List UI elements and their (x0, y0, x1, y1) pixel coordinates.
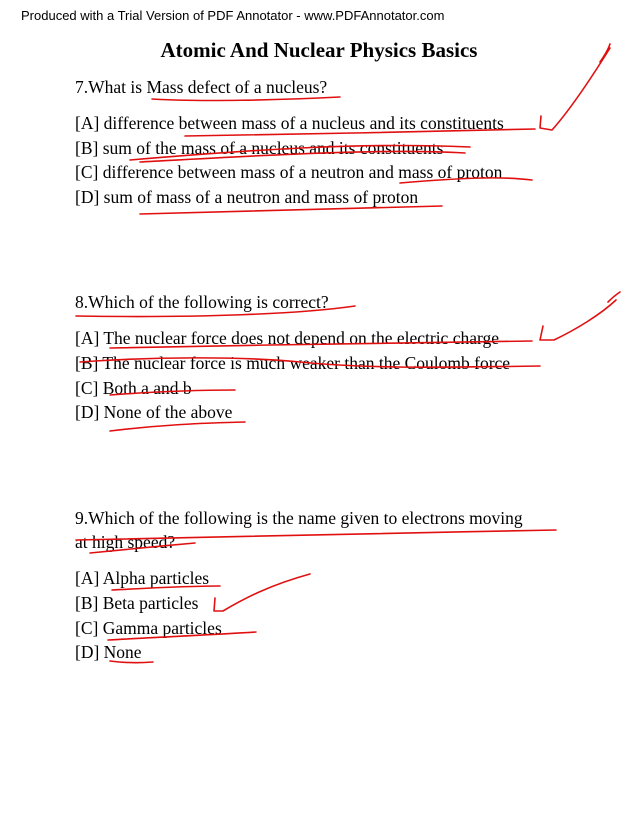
page-title: Atomic And Nuclear Physics Basics (160, 38, 478, 62)
option-8c: [C] Both a and b (75, 378, 192, 398)
option-8d: [D] None of the above (75, 402, 233, 422)
option-8a: [A] The nuclear force does not depend on the electric charge (75, 328, 500, 348)
underline-8d (110, 422, 245, 431)
option-9a: [A] Alpha particles (75, 568, 210, 588)
watermark: Produced with a Trial Version of PDF Annotator - www.PDFAnnotator.com (21, 8, 445, 23)
option-8b: [B] The nuclear force is much weaker than the Coulomb force (75, 353, 511, 373)
tick-mark-9 (214, 574, 310, 611)
option-7b: [B] sum of the mass of a nucleus and its constituents (75, 138, 444, 158)
question-text-7: 7.What is Mass defect of a nucleus? (75, 77, 328, 97)
tick-mark-8 (540, 292, 620, 340)
option-7d: [D] sum of mass of a neutron and mass of proton (75, 187, 419, 207)
question-text-8: 8.Which of the following is correct? (75, 292, 329, 312)
question-text-9-line1: 9.Which of the following is the name given to electrons moving (75, 508, 523, 528)
question-text-9-line2: at high speed? (75, 532, 176, 552)
option-9d: [D] None (75, 642, 142, 662)
option-7c: [C] difference between mass of a neutron and mass of proton (75, 162, 503, 182)
option-7a: [A] difference between mass of a nucleus and its constituents (75, 113, 504, 133)
option-9b: [B] Beta particles (75, 593, 199, 613)
option-9c: [C] Gamma particles (75, 618, 222, 638)
